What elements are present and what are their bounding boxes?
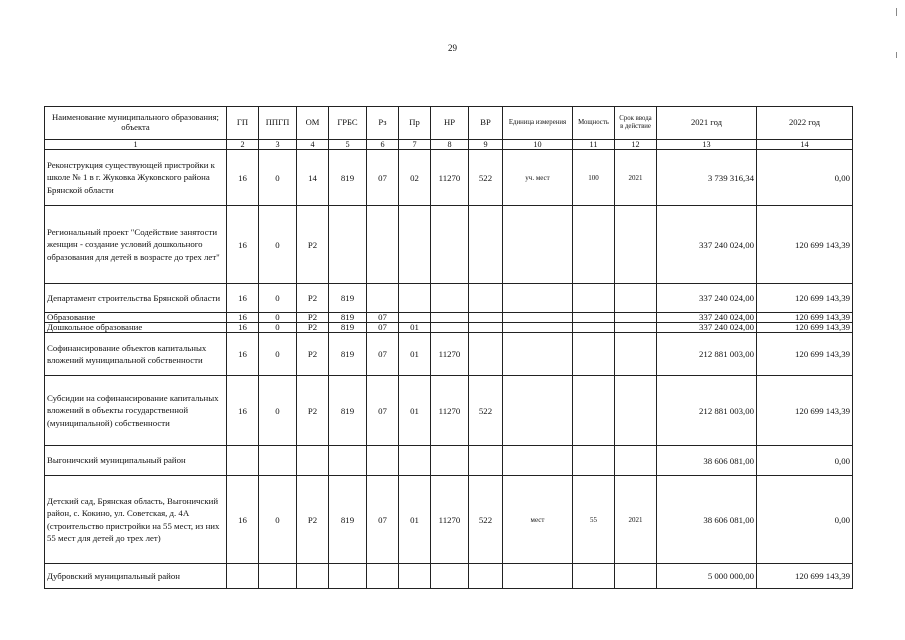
pr-cell [399,206,431,284]
amount-2021-cell: 3 739 316,34 [657,150,757,206]
capacity-cell: 100 [573,150,615,206]
column-number: 9 [469,140,503,150]
grbs-cell: 819 [329,150,367,206]
rz-cell [367,206,399,284]
page-number: 29 [448,43,457,53]
unit-cell [503,284,573,313]
column-number: 6 [367,140,399,150]
table-row [45,476,853,564]
unit-cell [503,333,573,376]
object-name-cell: Дошкольное образование [45,323,227,333]
capacity-cell [573,206,615,284]
rz-cell [367,284,399,313]
capacity-cell [573,284,615,313]
rz-cell: 07 [367,150,399,206]
commissioning-cell [615,564,657,589]
gp-cell: 16 [227,150,259,206]
ppgp-cell [259,446,297,476]
pr-cell: 01 [399,333,431,376]
amount-2022-cell: 0,00 [757,150,853,206]
ppgp-cell: 0 [259,376,297,446]
amount-2022-cell: 120 699 143,39 [757,333,853,376]
amount-2021-cell: 38 606 081,00 [657,476,757,564]
amount-2021-cell: 38 606 081,00 [657,446,757,476]
commissioning-cell [615,446,657,476]
nr-cell: 11270 [431,333,469,376]
table-row [45,333,853,376]
column-header: 2021 год [657,107,757,140]
grbs-cell [329,206,367,284]
column-number: 7 [399,140,431,150]
om-cell: P2 [297,323,329,333]
column-number: 2 [227,140,259,150]
column-header: ВР [469,107,503,140]
amount-2021-cell: 337 240 024,00 [657,206,757,284]
unit-cell [503,206,573,284]
vr-cell [469,446,503,476]
object-name-cell: Департамент строительства Брянской области [45,284,227,313]
column-header: ГРБС [329,107,367,140]
ppgp-cell: 0 [259,333,297,376]
column-header: ГП [227,107,259,140]
grbs-cell: 819 [329,313,367,323]
vr-cell [469,564,503,589]
om-cell: P2 [297,376,329,446]
column-number: 13 [657,140,757,150]
nr-cell: 11270 [431,150,469,206]
commissioning-cell [615,206,657,284]
capacity-cell [573,446,615,476]
pr-cell: 01 [399,476,431,564]
ppgp-cell: 0 [259,313,297,323]
scan-edge-mark [896,8,897,16]
budget-table [44,106,853,589]
vr-cell [469,333,503,376]
vr-cell [469,206,503,284]
grbs-cell: 819 [329,376,367,446]
object-name-cell: Субсидии на софинансирование капитальных вложений в объекты государственной (муниципальной) собственности [45,376,227,446]
grbs-cell: 819 [329,323,367,333]
amount-2022-cell: 0,00 [757,446,853,476]
amount-2022-cell: 120 699 143,39 [757,564,853,589]
column-header: Срок ввода в действие [615,107,657,140]
table-row [45,313,853,323]
vr-cell [469,323,503,333]
grbs-cell [329,564,367,589]
column-header: ППГП [259,107,297,140]
pr-cell [399,446,431,476]
object-name-cell: Софинансирование объектов капитальных вложений муниципальной собственности [45,333,227,376]
column-header: Рз [367,107,399,140]
rz-cell: 07 [367,376,399,446]
object-name-cell: Выгоничский муниципальный район [45,446,227,476]
grbs-cell: 819 [329,333,367,376]
unit-cell: мест [503,476,573,564]
pr-cell [399,313,431,323]
pr-cell: 02 [399,150,431,206]
gp-cell [227,446,259,476]
column-number: 14 [757,140,853,150]
table-header-row [45,107,853,140]
grbs-cell: 819 [329,284,367,313]
nr-cell [431,313,469,323]
rz-cell [367,564,399,589]
vr-cell: 522 [469,150,503,206]
commissioning-cell [615,284,657,313]
unit-cell: уч. мест [503,150,573,206]
grbs-cell [329,446,367,476]
column-header: 2022 год [757,107,853,140]
gp-cell: 16 [227,284,259,313]
commissioning-cell [615,313,657,323]
nr-cell [431,446,469,476]
object-name-cell: Реконструкция существующей пристройки к школе № 1 в г. Жуковка Жуковского района Брянской области [45,150,227,206]
column-number: 1 [45,140,227,150]
amount-2021-cell: 337 240 024,00 [657,323,757,333]
unit-cell [503,313,573,323]
om-cell: P2 [297,333,329,376]
om-cell [297,564,329,589]
nr-cell: 11270 [431,476,469,564]
commissioning-cell [615,323,657,333]
object-name-cell: Детский сад, Брянская область, Выгоничский район, с. Кокино, ул. Советская, д. 4А (строительство пристройки на 55 мест, из них 55 мест для детей до трех лет) [45,476,227,564]
gp-cell: 16 [227,323,259,333]
gp-cell: 16 [227,333,259,376]
pr-cell [399,284,431,313]
nr-cell: 11270 [431,376,469,446]
object-name-cell: Образование [45,313,227,323]
om-cell: P2 [297,476,329,564]
capacity-cell [573,564,615,589]
rz-cell [367,446,399,476]
unit-cell [503,564,573,589]
ppgp-cell: 0 [259,150,297,206]
amount-2022-cell: 120 699 143,39 [757,284,853,313]
amount-2021-cell: 212 881 003,00 [657,376,757,446]
nr-cell [431,564,469,589]
rz-cell: 07 [367,323,399,333]
rz-cell: 07 [367,313,399,323]
gp-cell: 16 [227,476,259,564]
commissioning-cell [615,376,657,446]
om-cell: P2 [297,284,329,313]
om-cell: P2 [297,206,329,284]
rz-cell: 07 [367,476,399,564]
amount-2021-cell: 337 240 024,00 [657,313,757,323]
capacity-cell [573,333,615,376]
ppgp-cell: 0 [259,476,297,564]
nr-cell [431,284,469,313]
commissioning-cell [615,333,657,376]
amount-2022-cell: 120 699 143,39 [757,206,853,284]
commissioning-cell: 2021 [615,476,657,564]
nr-cell [431,323,469,333]
amount-2022-cell: 0,00 [757,476,853,564]
capacity-cell [573,323,615,333]
om-cell: P2 [297,313,329,323]
table-row [45,446,853,476]
column-number: 12 [615,140,657,150]
pr-cell [399,564,431,589]
table-row [45,284,853,313]
table-row [45,376,853,446]
vr-cell: 522 [469,476,503,564]
ppgp-cell: 0 [259,323,297,333]
nr-cell [431,206,469,284]
amount-2022-cell: 120 699 143,39 [757,376,853,446]
column-header: Мощность [573,107,615,140]
vr-cell: 522 [469,376,503,446]
rz-cell: 07 [367,333,399,376]
table-row [45,564,853,589]
commissioning-cell: 2021 [615,150,657,206]
vr-cell [469,313,503,323]
object-name-cell: Дубровский муниципальный район [45,564,227,589]
grbs-cell: 819 [329,476,367,564]
unit-cell [503,446,573,476]
om-cell: 14 [297,150,329,206]
table-row [45,150,853,206]
amount-2022-cell: 120 699 143,39 [757,313,853,323]
gp-cell: 16 [227,206,259,284]
ppgp-cell: 0 [259,284,297,313]
object-name-cell: Региональный проект "Содействие занятости женщин - создание условий дошкольного образования для детей в возрасте до трех лет" [45,206,227,284]
column-number: 11 [573,140,615,150]
scan-edge-mark [896,52,897,58]
column-number: 5 [329,140,367,150]
ppgp-cell: 0 [259,206,297,284]
capacity-cell [573,376,615,446]
amount-2021-cell: 5 000 000,00 [657,564,757,589]
pr-cell: 01 [399,376,431,446]
amount-2021-cell: 212 881 003,00 [657,333,757,376]
gp-cell: 16 [227,313,259,323]
column-number: 10 [503,140,573,150]
unit-cell [503,323,573,333]
column-header: ОМ [297,107,329,140]
gp-cell: 16 [227,376,259,446]
table-row [45,206,853,284]
amount-2021-cell: 337 240 024,00 [657,284,757,313]
amount-2022-cell: 120 699 143,39 [757,323,853,333]
ppgp-cell [259,564,297,589]
column-header: Пр [399,107,431,140]
column-header: НР [431,107,469,140]
column-number-row [45,140,853,150]
unit-cell [503,376,573,446]
column-header: Единица измерения [503,107,573,140]
vr-cell [469,284,503,313]
pr-cell: 01 [399,323,431,333]
capacity-cell: 55 [573,476,615,564]
table-row [45,323,853,333]
column-number: 3 [259,140,297,150]
column-number: 4 [297,140,329,150]
column-header: Наименование муниципального образования; объекта [45,107,227,140]
column-number: 8 [431,140,469,150]
om-cell [297,446,329,476]
capacity-cell [573,313,615,323]
gp-cell [227,564,259,589]
